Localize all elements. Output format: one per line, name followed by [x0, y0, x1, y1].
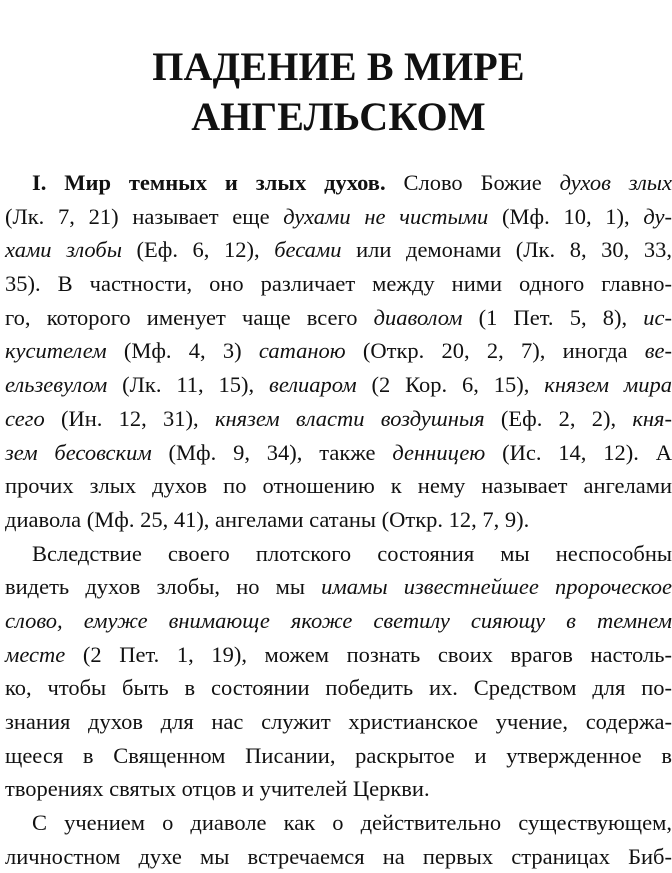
paragraph-3	[5, 806, 672, 873]
text-line	[5, 739, 672, 773]
text-line	[5, 537, 672, 571]
italic-text: хами злобы	[5, 237, 122, 263]
text-run: творениях святых отцов и учителей Церкви.	[5, 776, 430, 802]
chapter-title	[5, 0, 672, 142]
text-line	[5, 402, 672, 436]
italic-text: князем мира	[544, 372, 672, 398]
text-line	[5, 604, 672, 638]
italic-text: слово, емуже внимающе якоже светилу сияющу в темнем	[5, 607, 672, 633]
text-run: 35). В частности, оно различает между ними одного главно-	[5, 271, 672, 297]
bold-heading-text: I. Мир темных и злых духов.	[32, 170, 386, 195]
text-run: видеть духов злобы, но мы	[5, 574, 322, 600]
body-text	[5, 166, 672, 873]
italic-text: бесами	[274, 237, 342, 263]
text-run: щееся в Священном Писании, раскрытое и утвержденное в	[5, 742, 672, 768]
text-line	[5, 570, 672, 604]
chapter-title-line-1: ПАДЕНИЕ В МИРЕ	[152, 44, 525, 89]
italic-text: ду-	[643, 203, 672, 229]
text-line	[5, 166, 672, 200]
text-line	[5, 233, 672, 267]
italic-text: ельзевулом	[5, 372, 108, 398]
italic-text: диаволом	[373, 304, 463, 330]
text-line	[5, 368, 672, 402]
text-line	[5, 638, 672, 672]
text-run: (Откр. 20, 2, 7), иногда	[345, 338, 645, 364]
text-line	[5, 436, 672, 470]
text-run: диавола (Мф. 25, 41), ангелами сатаны (Откр. 12, 7, 9).	[5, 506, 530, 532]
italic-text: денницею	[392, 439, 486, 465]
text-run: (1 Пет. 5, 8),	[462, 304, 644, 330]
italic-text: духами не чистыми	[283, 203, 489, 229]
text-line	[5, 671, 672, 705]
text-line	[5, 772, 672, 806]
text-line	[5, 200, 672, 234]
text-run: (Мф. 4, 3)	[106, 338, 259, 364]
text-run: (Мф. 10, 1),	[488, 203, 644, 229]
text-line	[5, 267, 672, 301]
text-run: (Еф. 6, 12),	[121, 237, 275, 263]
text-run: (Лк. 7, 21) называет еще	[5, 203, 284, 229]
italic-text: зем бесовским	[5, 439, 152, 465]
text-run: (2 Кор. 6, 15),	[356, 372, 545, 398]
text-line	[5, 503, 672, 537]
italic-text: ис-	[643, 304, 672, 330]
text-run: личностном духе мы встречаемся на первых страницах Биб-	[5, 843, 672, 869]
text-run: (Ис. 14, 12). А	[485, 439, 672, 465]
text-run: прочих злых духов по отношению к нему называет ангелами	[5, 473, 672, 499]
paragraph-1	[5, 166, 672, 537]
text-run: Вследствие своего плотского состояния мы неспособны	[32, 540, 672, 566]
text-line	[5, 334, 672, 368]
italic-text: князем власти воздушныя	[214, 405, 485, 431]
italic-text: духов злых	[559, 170, 672, 195]
text-run: (Мф. 9, 34), также	[151, 439, 393, 465]
text-line	[5, 840, 672, 873]
italic-text: имамы известнейшее пророческое	[321, 574, 672, 600]
italic-text: кня-	[632, 405, 672, 431]
text-line	[5, 469, 672, 503]
text-run: (Ин. 12, 31),	[44, 405, 215, 431]
italic-text: месте	[5, 641, 66, 667]
text-run: знания духов для нас служит христианское учение, содержа-	[5, 709, 672, 734]
text-run: (2 Пет. 1, 19), можем познать своих врагов настоль-	[65, 641, 672, 667]
italic-text: велиаром	[269, 372, 357, 398]
italic-text: сатаною	[258, 338, 346, 364]
chapter-title-line-2: АНГЕЛЬСКОМ	[191, 94, 486, 139]
text-run: (Еф. 2, 2),	[484, 405, 633, 431]
text-run: (Лк. 11, 15),	[107, 372, 270, 398]
text-line	[5, 301, 672, 335]
text-run: Слово Божие	[385, 170, 560, 195]
text-line	[5, 705, 672, 739]
text-run: ко, чтобы быть в состоянии победить их. Средством для по-	[5, 675, 672, 701]
paragraph-2	[5, 537, 672, 807]
text-run: С учением о диаволе как о действительно существующем,	[32, 810, 672, 836]
text-run: го, которого именует чаще всего	[5, 304, 374, 330]
italic-text: ве-	[644, 338, 672, 364]
italic-text: сего	[5, 405, 45, 431]
text-line	[5, 806, 672, 840]
italic-text: кусителем	[5, 338, 107, 364]
text-run: или демонами (Лк. 8, 30, 33,	[341, 237, 672, 263]
